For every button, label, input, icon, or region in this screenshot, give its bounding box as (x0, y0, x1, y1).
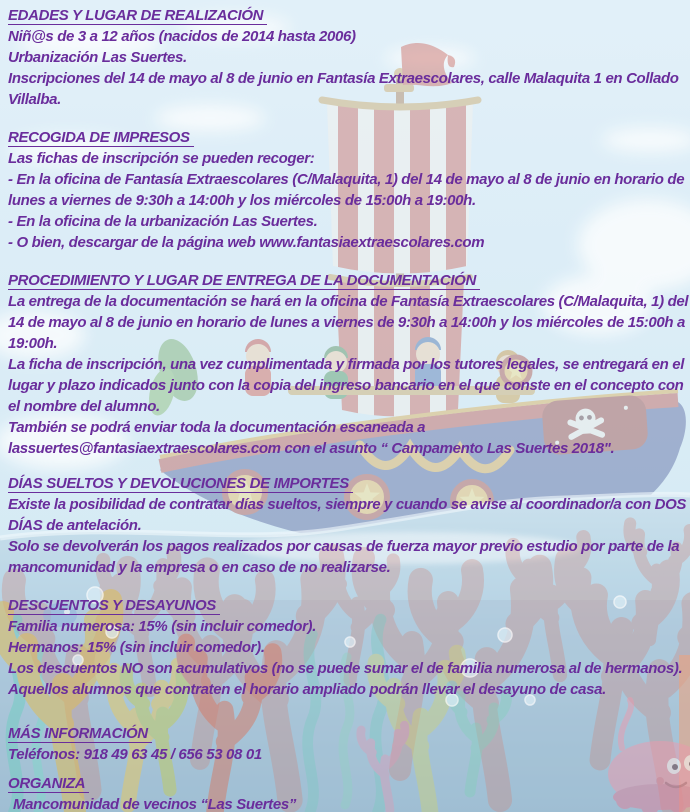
section-mas-informacion (8, 723, 689, 765)
section-heading: ORGANIZA (8, 773, 689, 794)
paragraph: - O bien, descargar de la página web www.fantasiaextraescolares.com (8, 234, 485, 251)
paragraph: Aquellos alumnos que contraten el horario ampliado podrán llevar el desayuno de casa. (8, 681, 606, 698)
section-dias-sueltos-devoluciones (8, 473, 689, 578)
section-heading: PROCEDIMIENTO Y LUGAR DE ENTREGA DE LA DOCUMENTACIÓN (8, 270, 689, 291)
paragraph: Solo se devolverán los pagos realizados por causas de fuerza mayor previo estudio por parte de la mancomunidad y la empresa o en caso de no realizarse. (8, 538, 680, 576)
paragraph: La entrega de la documentación se hará en la oficina de Fantasía Extraescolares (C/Malaquita, 1) del 14 de mayo al 8 de junio en horario de lunes a viernes de 9:30h a 14:00h y los miércoles de 15:00h a 19:00h. (8, 293, 689, 352)
paragraph: Niñ@s de 3 a 12 años (nacidos de 2014 hasta 2006) (8, 28, 356, 45)
organizer-name: Mancomunidad de vecinos “Las Suertes” (13, 796, 296, 812)
section-heading: MÁS INFORMACIÓN (8, 723, 689, 744)
paragraph: - En la oficina de la urbanización Las Suertes. (8, 213, 318, 230)
paragraph: Urbanización Las Suertes. (8, 49, 187, 66)
paragraph: Las fichas de inscripción se pueden recoger: (8, 150, 315, 167)
paragraph: Los descuentos NO son acumulativos (no se puede sumar el de familia numerosa al de hermanos). (8, 660, 683, 677)
paragraph: También se podrá enviar toda la documentación escaneada a lassuertes@fantasiaextraescolares.com con el asunto “ Campamento Las Suertes 2018". (8, 419, 615, 457)
paragraph: Inscripciones del 14 de mayo al 8 de junio en Fantasía Extraescolares, calle Malaquita 1 en Collado Villalba. (8, 70, 679, 108)
section-heading: EDADES Y LUGAR DE REALIZACIÓN (8, 5, 689, 26)
paragraph: Familia numerosa: 15% (sin incluir comedor). (8, 618, 317, 635)
paragraph: La ficha de inscripción, una vez cumplimentada y firmada por los tutores legales, se entregará en el lugar y plazo indicados junto con la copia del ingreso bancario en el que conste en el concepto con el nombre del alumno. (8, 356, 685, 415)
phone-numbers: Teléfonos: 918 49 63 45 / 656 53 08 01 (8, 746, 262, 763)
section-organiza (8, 773, 689, 812)
section-descuentos-desayunos (8, 595, 689, 700)
paragraph: Hermanos: 15% (sin incluir comedor). (8, 639, 265, 656)
section-procedimiento-entrega (8, 270, 689, 459)
paragraph: - En la oficina de Fantasía Extraescolares (C/Malaquita, 1) del 14 de mayo al 8 de junio en horario de lunes a viernes de 9:30h a 14:00h y los miércoles de 15:00h a 19:00h. (8, 171, 685, 209)
section-edades-y-lugar (8, 5, 689, 110)
section-recogida-de-impresos (8, 127, 689, 253)
section-heading: DESCUENTOS Y DESAYUNOS (8, 595, 689, 616)
section-heading: DÍAS SUELTOS Y DEVOLUCIONES DE IMPORTES (8, 473, 689, 494)
paragraph: Existe la posibilidad de contratar días sueltos, siempre y cuando se avise al coordinador/a con DOS DÍAS de antelación. (8, 496, 687, 534)
section-heading: RECOGIDA DE IMPRESOS (8, 127, 689, 148)
